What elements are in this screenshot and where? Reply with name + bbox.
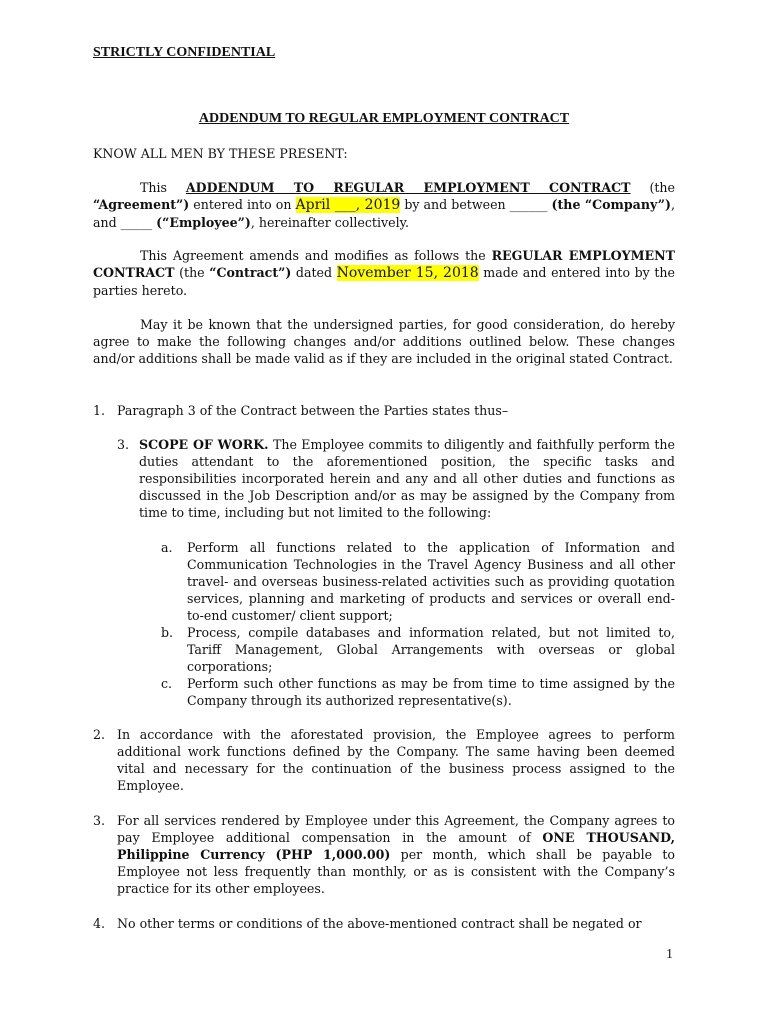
numbered-item-1 <box>93 402 675 419</box>
clause-text: The Employee commits to diligently and faithfully perform the duties attendant to the aforementioned position, the specific tasks and responsibilities incorporated herein and any and all other duties and functions as discussed in the Job Description and/or as may be assigned by the Company from time to time, including but not limited to the following: <box>139 437 675 520</box>
clause-heading: SCOPE OF WORK. <box>139 437 269 452</box>
confidential-label: STRICTLY CONFIDENTIAL <box>93 45 276 60</box>
item-4-text: No other terms or conditions of the above-mentioned contract shall be negated or <box>117 916 642 931</box>
p2-text-4: made and entered into by the parties hereto. <box>93 265 675 298</box>
clause-number: 3. <box>117 437 130 452</box>
know-all-text: KNOW ALL MEN BY THESE PRESENT: <box>93 146 348 161</box>
scope-of-work-clause <box>117 436 675 521</box>
item-3-text-1: For all services rendered by Employee under this Agreement, the Company agrees to pay Employee additional compensation in the amount of <box>117 813 675 845</box>
item-3-number: 3. <box>93 813 106 828</box>
p2-text-2: (the <box>174 265 210 280</box>
item-1-number: 1. <box>93 403 106 418</box>
p1-employee-term: (“Employee”) <box>156 215 251 230</box>
p2-contract-title: REGULAR EMPLOYMENT CONTRACT <box>93 248 676 280</box>
numbered-item-4 <box>93 915 675 932</box>
p1-text-6: , hereinafter collectively. <box>250 215 410 230</box>
numbered-item-2 <box>93 726 675 794</box>
list-item-text: Perform all functions related to the application of Information and Communication Technologies in the Travel Agency Business and all other travel- and overseas business-related activities such as providing quotation services, planning and marketing of products and services or overall end-to-end customer/ client support; <box>187 540 675 623</box>
p1-text-4: by and between ______ <box>400 197 552 212</box>
p2-highlighted-date: November 15, 2018 <box>336 265 479 281</box>
list-item <box>161 539 675 624</box>
p1-highlighted-date: April ___, 2019 <box>295 197 401 213</box>
item-2-number: 2. <box>93 727 106 742</box>
list-item <box>161 675 675 709</box>
item-2-text: In accordance with the aforestated provision, the Employee agrees to perform additional work functions defined by the Company. The same having been deemed vital and necessary for the continuation of the business process assigned to the Employee. <box>117 727 675 793</box>
item-4-number: 4. <box>93 916 106 931</box>
know-all-line <box>93 145 675 162</box>
list-item-text: Perform such other functions as may be from time to time assigned by the Company through its authorized representative(s). <box>187 676 675 708</box>
p3-text: May it be known that the undersigned parties, for good consideration, do hereby agree to make the following changes and/or additions outlined below. These changes and/or additions shall be made valid as if they are included in the original stated Contract. <box>93 317 675 366</box>
p1-text-5: , and _____ <box>93 197 675 230</box>
item-3-amount: ONE THOUSAND, Philippine Currency (PHP 1,000.00) <box>117 830 675 862</box>
numbered-item-3 <box>93 812 675 897</box>
agreement-paragraph <box>93 179 675 231</box>
list-item-letter: c. <box>161 676 173 691</box>
p1-agreement-term: “Agreement”) <box>93 197 190 212</box>
item-3-text-2: per month, which shall be payable to Employee not less frequently than monthly, or as is consistent with the Company’s practice for its other employees. <box>117 847 676 896</box>
p1-addendum-title: ADDENDUM TO REGULAR EMPLOYMENT CONTRACT <box>185 180 631 195</box>
duties-list <box>161 539 675 709</box>
list-item-letter: a. <box>161 540 173 555</box>
item-1-text: Paragraph 3 of the Contract between the Parties states thus– <box>117 403 509 418</box>
list-item-text: Process, compile databases and information related, but not limited to, Tariff Management, Global Arrangements with overseas or global corporations; <box>187 625 675 674</box>
page-number: 1 <box>666 947 673 962</box>
amendment-paragraph <box>93 247 675 299</box>
document-title: ADDENDUM TO REGULAR EMPLOYMENT CONTRACT <box>198 111 570 126</box>
list-item-letter: b. <box>161 625 174 640</box>
consideration-paragraph <box>93 316 675 367</box>
p1-text-3: entered into on <box>189 197 296 212</box>
p2-text-1: This Agreement amends and modifies as follows the <box>140 248 492 263</box>
p2-text-3: dated <box>291 265 337 280</box>
p2-contract-term: “Contract”) <box>209 265 292 280</box>
p1-text-2: (the <box>630 180 675 195</box>
p1-text-1: This <box>140 180 186 195</box>
p1-company-term: (the “Company”) <box>551 197 671 212</box>
list-item <box>161 624 675 675</box>
